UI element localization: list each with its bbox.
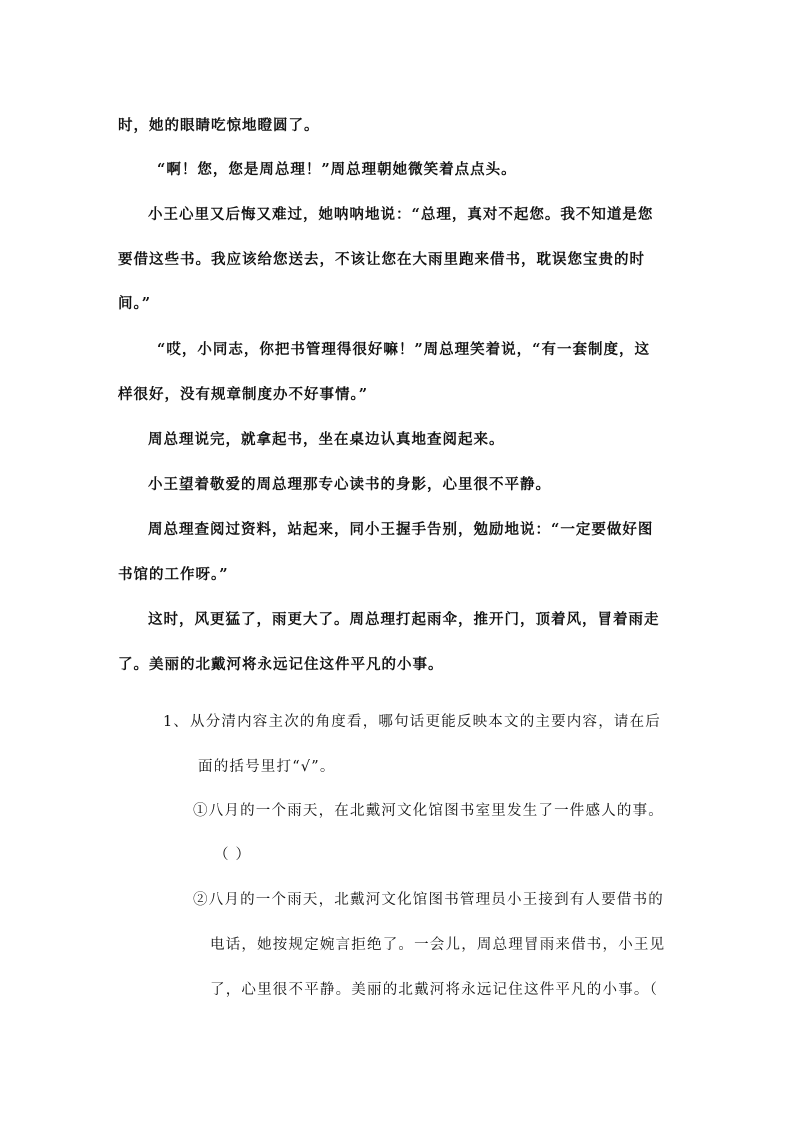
- option-2-line-3: 了，心里很不平静。美丽的北戴河将永远记住这件平凡的小事。（: [210, 982, 659, 998]
- story-line-11: 书馆的工作呀。”: [118, 566, 229, 583]
- story-line-9: 小王望着敬爱的周总理那专心读书的身影，心里很不平静。: [148, 476, 551, 493]
- option-2-line-2: 电话，她按规定婉言拒绝了。一会儿，周总理冒雨来借书，小王见: [210, 937, 666, 953]
- option-2-line-1: ②八月的一个雨天，北戴河文化馆图书管理员小王接到有人要借书的: [193, 892, 664, 908]
- question-text-line-2: 面的括号里打“√”。: [198, 759, 336, 775]
- story-line-8: 周总理说完，就拿起书，坐在桌边认真地查阅起来。: [148, 431, 505, 448]
- story-line-4: 要借这些书。我应该给您送去，不该让您在大雨里跑来借书，耽误您宝贵的时: [118, 251, 645, 268]
- question-number: 1、: [163, 714, 190, 730]
- story-line-5: 间。”: [118, 295, 152, 312]
- story-line-7: 样很好，没有规章制度办不好事情。”: [118, 386, 369, 403]
- story-line-13: 了。美丽的北戴河将永远记住这件平凡的小事。: [118, 656, 444, 673]
- story-line-3: 小王心里又后悔又难过，她呐呐地说：“总理，真对不起您。我不知道是您: [148, 206, 654, 223]
- story-line-12: 这时，风更猛了，雨更大了。周总理打起雨伞，推开门，顶着风，冒着雨走: [148, 611, 660, 628]
- story-line-6: “哎，小同志，你把书管理得很好嘛！”周总理笑着说，“有一套制度，这: [157, 341, 651, 358]
- question-text-line-1: 从分清内容主次的角度看，哪句话更能反映本文的主要内容，请在后: [190, 714, 661, 730]
- story-line-10: 周总理查阅过资料，站起来，同小王握手告别，勉励地说：“一定要做好图: [148, 521, 654, 538]
- story-line-2: “啊！您，您是周总理！”周总理朝她微笑着点点头。: [157, 161, 517, 178]
- option-1-answer-bracket: （ ）: [214, 847, 252, 863]
- story-line-1: 时，她的眼睛吃惊地瞪圆了。: [118, 117, 320, 134]
- option-1-line-1: ①八月的一个雨天，在北戴河文化馆图书室里发生了一件感人的事。: [193, 803, 664, 819]
